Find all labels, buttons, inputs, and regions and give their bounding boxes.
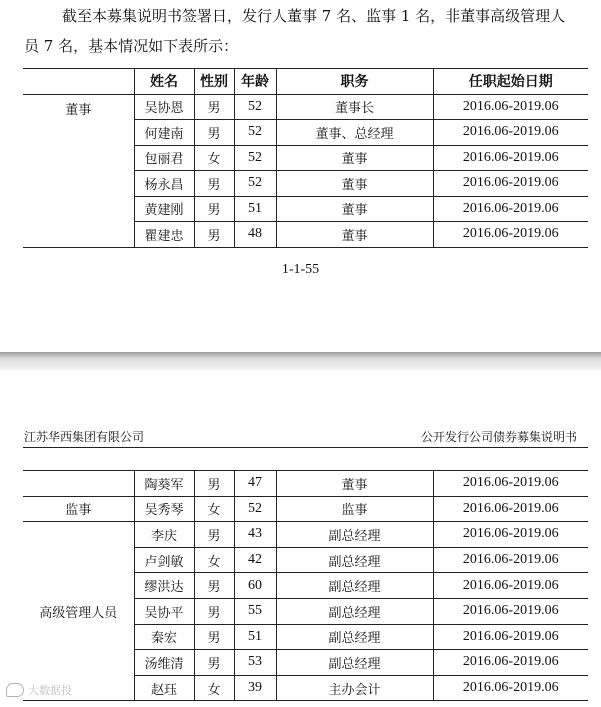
category-header	[23, 69, 134, 95]
cell-age: 52	[234, 496, 276, 522]
watermark	[6, 678, 106, 702]
cell-term: 2016.06-2019.06	[433, 222, 588, 248]
cell-gender: 男	[194, 522, 234, 548]
cell-name: 汤维清	[134, 650, 194, 676]
cell-term: 2016.06-2019.06	[433, 675, 588, 701]
cell-position: 副总经理	[276, 547, 433, 573]
intro-paragraph-line-1: 截至本募集说明书签署日，发行人董事 7 名、监事 1 名，非董事高级管理人	[62, 7, 566, 25]
cell-position: 副总经理	[276, 598, 433, 624]
cell-name: 吴协平	[134, 598, 194, 624]
header-company-name: 江苏华西集团有限公司	[24, 430, 145, 444]
document-page-1	[0, 0, 601, 352]
cell-name: 包丽君	[134, 145, 194, 171]
cell-position: 副总经理	[276, 650, 433, 676]
cell-gender: 男	[194, 222, 234, 248]
table-header-row	[23, 69, 588, 95]
cell-term: 2016.06-2019.06	[433, 598, 588, 624]
table-row	[23, 471, 588, 497]
header-name: 姓名	[134, 69, 194, 95]
cell-gender: 男	[194, 196, 234, 222]
table-row	[23, 522, 588, 548]
cell-term: 2016.06-2019.06	[433, 171, 588, 197]
cell-name: 何建南	[134, 120, 194, 146]
cell-age: 51	[234, 624, 276, 650]
cell-age: 39	[234, 675, 276, 701]
directors-table	[23, 68, 588, 248]
cell-term: 2016.06-2019.06	[433, 94, 588, 120]
page-number: 1-1-55	[281, 262, 320, 277]
cell-position: 董事	[276, 471, 433, 497]
cell-age: 43	[234, 522, 276, 548]
cell-gender: 男	[194, 573, 234, 599]
watermark-text: 大数据投	[28, 684, 72, 697]
cell-position: 董事长	[276, 94, 433, 120]
cell-age: 52	[234, 94, 276, 120]
cell-age: 60	[234, 573, 276, 599]
cell-term: 2016.06-2019.06	[433, 145, 588, 171]
cell-gender: 女	[194, 145, 234, 171]
cell-name: 缪洪达	[134, 573, 194, 599]
cell-name: 李庆	[134, 522, 194, 548]
supervisors-managers-table	[23, 470, 588, 701]
cell-position: 监事	[276, 496, 433, 522]
cell-position: 董事	[276, 171, 433, 197]
cell-position: 董事	[276, 222, 433, 248]
header-position: 职务	[276, 69, 433, 95]
cell-term: 2016.06-2019.06	[433, 573, 588, 599]
cell-gender: 男	[194, 650, 234, 676]
cell-age: 47	[234, 471, 276, 497]
header-gender: 性别	[194, 69, 234, 95]
table-row	[23, 496, 588, 522]
cell-gender: 男	[194, 471, 234, 497]
header-age: 年龄	[234, 69, 276, 95]
cell-gender: 女	[194, 547, 234, 573]
header-document-title: 公开发行公司债券募集说明书	[420, 430, 577, 444]
cell-age: 51	[234, 196, 276, 222]
cell-position: 副总经理	[276, 522, 433, 548]
weibo-logo-icon	[6, 683, 24, 697]
category-senior-management: 高级管理人员	[23, 522, 134, 701]
cell-term: 2016.06-2019.06	[433, 522, 588, 548]
table-row	[23, 94, 588, 120]
cell-age: 53	[234, 650, 276, 676]
cell-term: 2016.06-2019.06	[433, 496, 588, 522]
cell-term: 2016.06-2019.06	[433, 196, 588, 222]
page-separator	[0, 352, 601, 370]
cell-name: 秦宏	[134, 624, 194, 650]
header-divider	[23, 447, 588, 448]
cell-position: 副总经理	[276, 624, 433, 650]
cell-name: 瞿建忠	[134, 222, 194, 248]
cell-gender: 男	[194, 598, 234, 624]
category-supervisors: 监事	[23, 496, 134, 522]
cell-term: 2016.06-2019.06	[433, 471, 588, 497]
cell-gender: 女	[194, 675, 234, 701]
cell-age: 52	[234, 171, 276, 197]
cell-position: 主办会计	[276, 675, 433, 701]
cell-term: 2016.06-2019.06	[433, 650, 588, 676]
cell-position: 董事	[276, 145, 433, 171]
cell-age: 52	[234, 145, 276, 171]
header-term: 任职起始日期	[433, 69, 588, 95]
cell-gender: 男	[194, 94, 234, 120]
cell-name: 吴协恩	[134, 94, 194, 120]
cell-gender: 男	[194, 624, 234, 650]
cell-term: 2016.06-2019.06	[433, 120, 588, 146]
category-directors-continued	[23, 471, 134, 497]
cell-position: 董事	[276, 196, 433, 222]
cell-gender: 男	[194, 120, 234, 146]
cell-gender: 女	[194, 496, 234, 522]
cell-position: 董事、总经理	[276, 120, 433, 146]
cell-name: 杨永昌	[134, 171, 194, 197]
cell-name: 卢剑敏	[134, 547, 194, 573]
cell-age: 42	[234, 547, 276, 573]
cell-name: 赵珏	[134, 675, 194, 701]
cell-name: 陶葵军	[134, 471, 194, 497]
cell-age: 55	[234, 598, 276, 624]
cell-gender: 男	[194, 171, 234, 197]
cell-term: 2016.06-2019.06	[433, 624, 588, 650]
cell-age: 52	[234, 120, 276, 146]
cell-name: 黄建刚	[134, 196, 194, 222]
cell-term: 2016.06-2019.06	[433, 547, 588, 573]
category-directors: 董事	[23, 94, 134, 247]
cell-age: 48	[234, 222, 276, 248]
document-page-2	[0, 370, 601, 707]
intro-paragraph-line-2: 员 7 名，基本情况如下表所示：	[24, 37, 239, 55]
cell-name: 吴秀琴	[134, 496, 194, 522]
cell-position: 副总经理	[276, 573, 433, 599]
